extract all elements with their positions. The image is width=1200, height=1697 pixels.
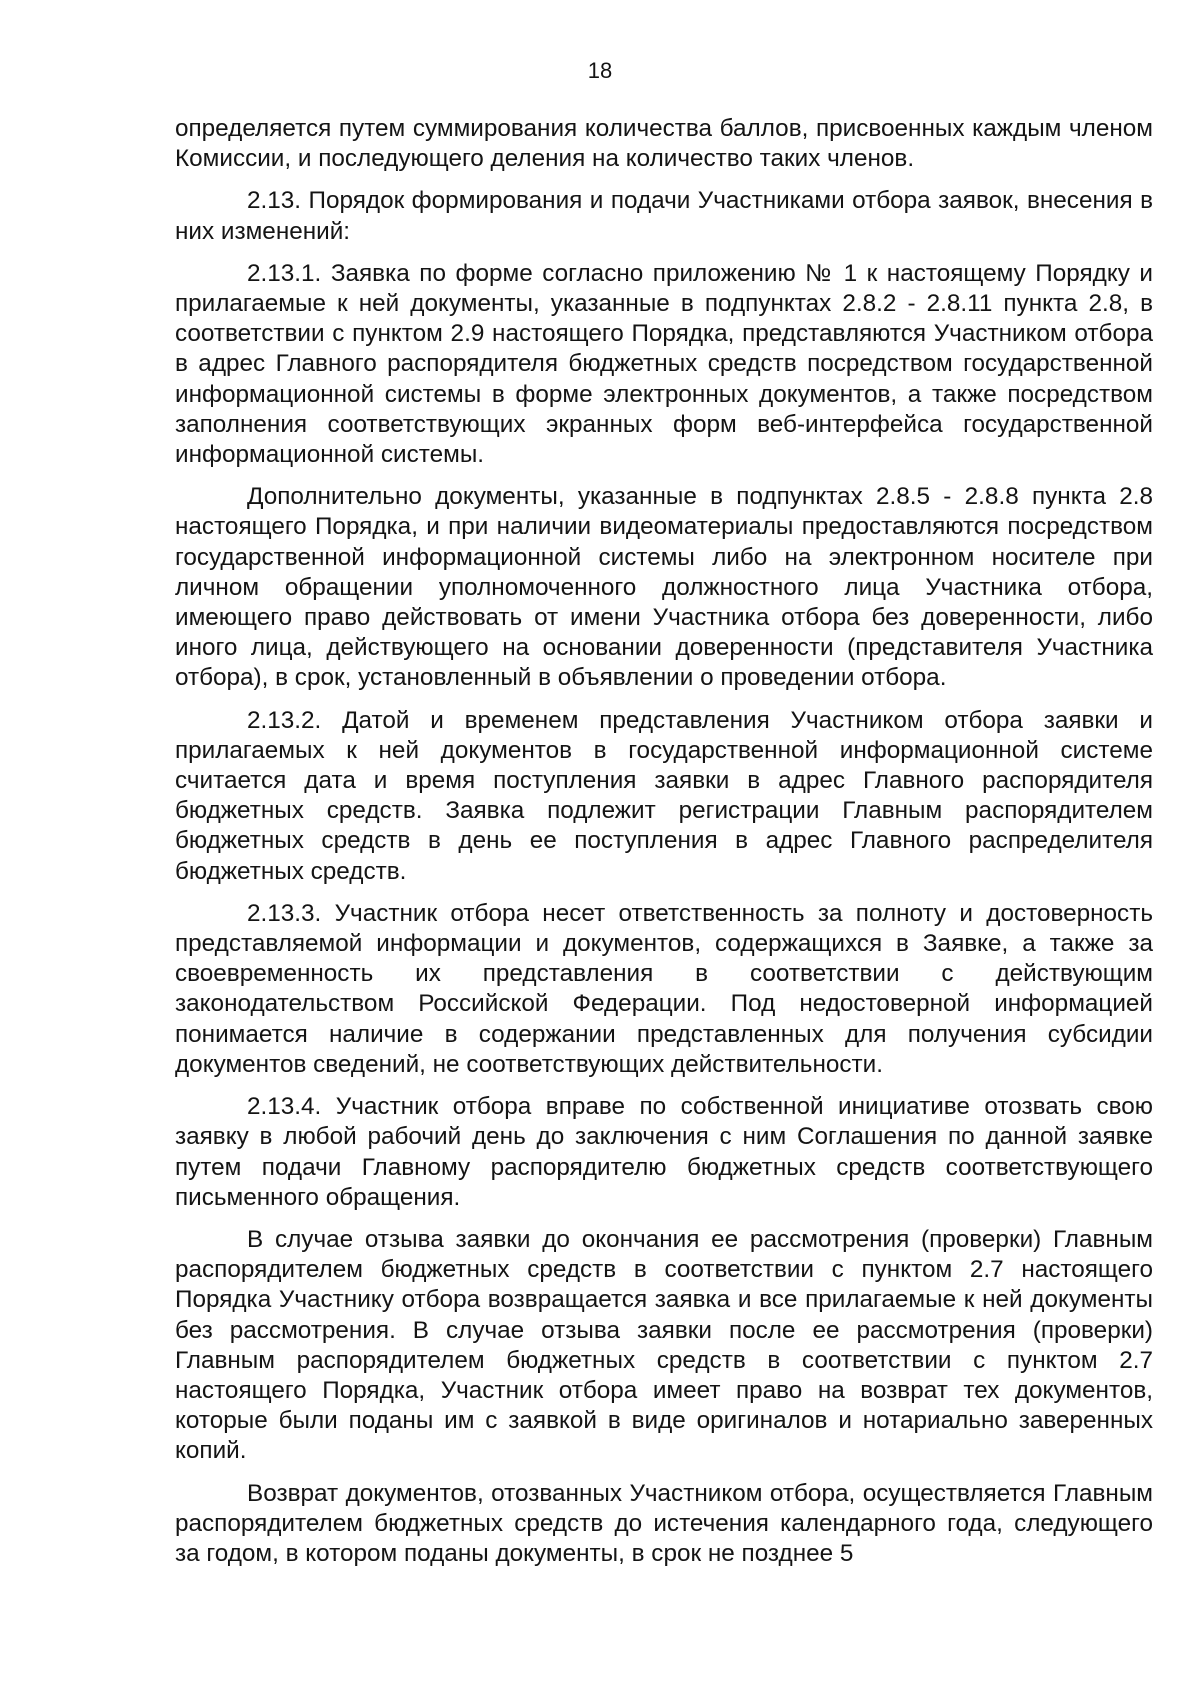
paragraph-additional-documents: Дополнительно документы, указанные в подпунктах 2.8.5 - 2.8.8 пункта 2.8 настоящего Порядка, и при наличии видеоматериалы предоставляются посредством государственной информационной системы либо на электронном носителе при личном обращении уполномоченного должностного лица Участника отбора, имеющего право действовать от имени Участника отбора без доверенности, либо иного лица, действующего на основании доверенности (представителя Участника отбора), в срок, установленный в объявлении о проведении отбора. <box>175 483 1153 692</box>
paragraph-continuation: определяется путем суммирования количества баллов, присвоенных каждым членом Комиссии, и последующего деления на количество таких членов. <box>175 115 1153 173</box>
document-body <box>175 114 1153 1581</box>
paragraph-2-13-1: 2.13.1. Заявка по форме согласно приложению № 1 к настоящему Порядку и прилагаемые к ней документы, указанные в подпунктах 2.8.2 - 2.8.11 пункта 2.8, в соответствии с пунктом 2.9 настоящего Порядка, представляются Участником отбора в адрес Главного распорядителя бюджетных средств посредством государственной информационной системы в форме электронных документов, а также посредством заполнения соответствующих экранных форм веб-интерфейса государственной информационной системы. <box>175 259 1153 469</box>
paragraph-withdrawal-case: В случае отзыва заявки до окончания ее рассмотрения (проверки) Главным распорядителем бюджетных средств в соответствии с пунктом 2.7 настоящего Порядка Участнику отбора возвращается заявка и все прилагаемые к ней документы без рассмотрения. В случае отзыва заявки после ее рассмотрения (проверки) Главным распорядителем бюджетных средств в соответствии с пунктом 2.7 настоящего Порядка, Участник отбора имеет право на возврат тех документов, которые были поданы им с заявкой в виде оригиналов и нотариально заверенных копий. <box>175 1225 1153 1465</box>
page-number: 18 <box>587 58 613 83</box>
paragraph-2-13-3: 2.13.3. Участник отбора несет ответственность за полноту и достоверность представляемой информации и документов, содержащихся в Заявке, а также за своевременность их представления в соответствии с действующим законодательством Российской Федерации. Под недостоверной информацией понимается наличие в содержании представленных для получения субсидии документов сведений, не соответствующих действительности. <box>175 899 1153 1078</box>
paragraph-2-13-4: 2.13.4. Участник отбора вправе по собственной инициативе отозвать свою заявку в любой рабочий день до заключения с ним Соглашения по данной заявке путем подачи Главному распорядителю бюджетных средств соответствующего письменного обращения. <box>175 1093 1153 1211</box>
paragraph-2-13-2: 2.13.2. Датой и временем представления Участником отбора заявки и прилагаемых к ней документов в государственной информационной системе считается дата и время поступления заявки в адрес Главного распорядителя бюджетных средств. Заявка подлежит регистрации Главным распорядителем бюджетных средств в день ее поступления в адрес Главного распределителя бюджетных средств. <box>175 706 1153 885</box>
paragraph-2-13: 2.13. Порядок формирования и подачи Участниками отбора заявок, внесения в них изменений: <box>175 187 1153 245</box>
paragraph-documents-return: Возврат документов, отозванных Участником отбора, осуществляется Главным распорядителем бюджетных средств до истечения календарного года, следующего за годом, в котором поданы документы, в срок не позднее 5 <box>175 1479 1153 1567</box>
